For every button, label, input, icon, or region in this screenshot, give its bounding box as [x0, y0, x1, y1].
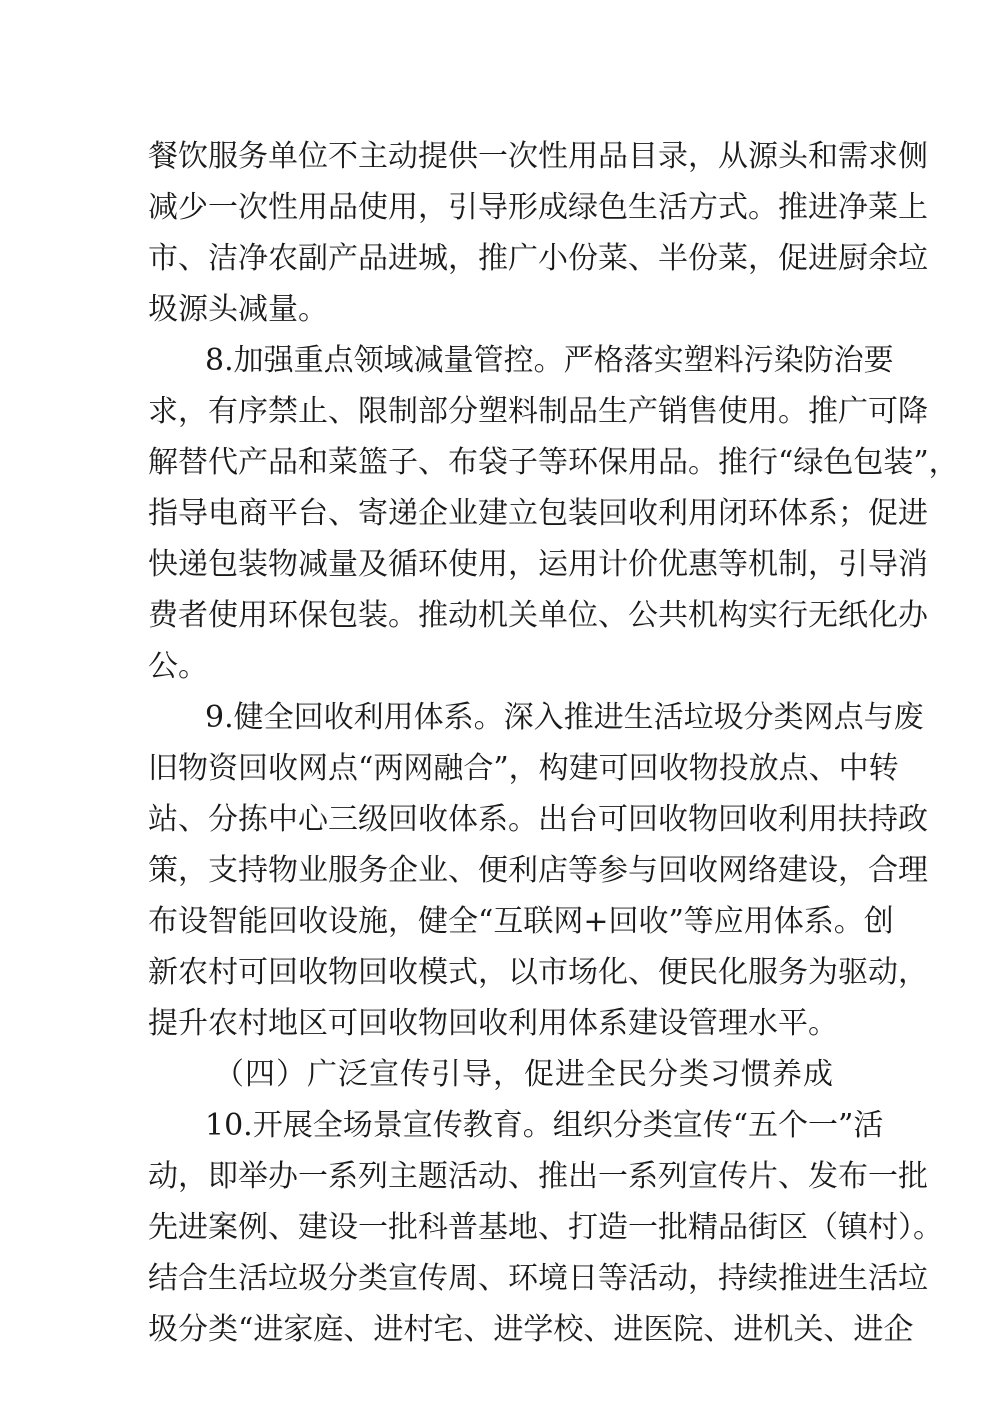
- section-heading: （四）广泛宣传引导，促进全民分类习惯养成: [214, 1057, 834, 1092]
- paragraph-line: 10.开展全场景宣传教育。组织分类宣传“五个一”活: [205, 1108, 884, 1143]
- paragraph-line: 公。: [148, 649, 208, 684]
- paragraph-line: 费者使用环保包装。推动机关单位、公共机构实行无纸化办: [148, 598, 928, 633]
- paragraph-line: 策，支持物业服务企业、便利店等参与回收网络建设，合理: [148, 853, 928, 888]
- paragraph-line: 8.加强重点领域减量管控。严格落实塑料污染防治要: [205, 343, 894, 378]
- paragraph-line: 旧物资回收网点“两网融合”，构建可回收物投放点、中转: [148, 751, 899, 786]
- paragraph-line: 动，即举办一系列主题活动、推出一系列宣传片、发布一批: [148, 1159, 928, 1194]
- paragraph-line: 求，有序禁止、限制部分塑料制品生产销售使用。推广可降: [148, 394, 928, 429]
- paragraph-line: 指导电商平台、寄递企业建立包装回收利用闭环体系；促进: [148, 496, 928, 531]
- paragraph-line: 新农村可回收物回收模式，以市场化、便民化服务为驱动，: [148, 955, 928, 990]
- paragraph-line: 站、分拣中心三级回收体系。出台可回收物回收利用扶持政: [148, 802, 928, 837]
- paragraph-line: 先进案例、建设一批科普基地、打造一批精品街区（镇村）。: [148, 1210, 943, 1245]
- paragraph-line: 快递包装物减量及循环使用，运用计价优惠等机制，引导消: [148, 547, 928, 582]
- paragraph-line: 提升农村地区可回收物回收利用体系建设管理水平。: [148, 1006, 838, 1041]
- paragraph-line: 9.健全回收利用体系。深入推进生活垃圾分类网点与废: [205, 700, 924, 735]
- paragraph-line: 解替代产品和菜篮子、布袋子等环保用品。推行“绿色包装”，: [148, 445, 959, 480]
- paragraph-line: 餐饮服务单位不主动提供一次性用品目录，从源头和需求侧: [148, 139, 928, 174]
- paragraph-line: 结合生活垃圾分类宣传周、环境日等活动，持续推进生活垃: [148, 1261, 928, 1296]
- paragraph-line: 布设智能回收设施，健全“互联网+回收”等应用体系。创: [148, 904, 894, 939]
- paragraph-line: 圾分类“进家庭、进村宅、进学校、进医院、进机关、进企: [148, 1312, 914, 1347]
- paragraph-line: 圾源头减量。: [148, 292, 328, 327]
- paragraph-line: 市、洁净农副产品进城，推广小份菜、半份菜，促进厨余垃: [148, 241, 928, 276]
- paragraph-line: 减少一次性用品使用，引导形成绿色生活方式。推进净菜上: [148, 190, 928, 225]
